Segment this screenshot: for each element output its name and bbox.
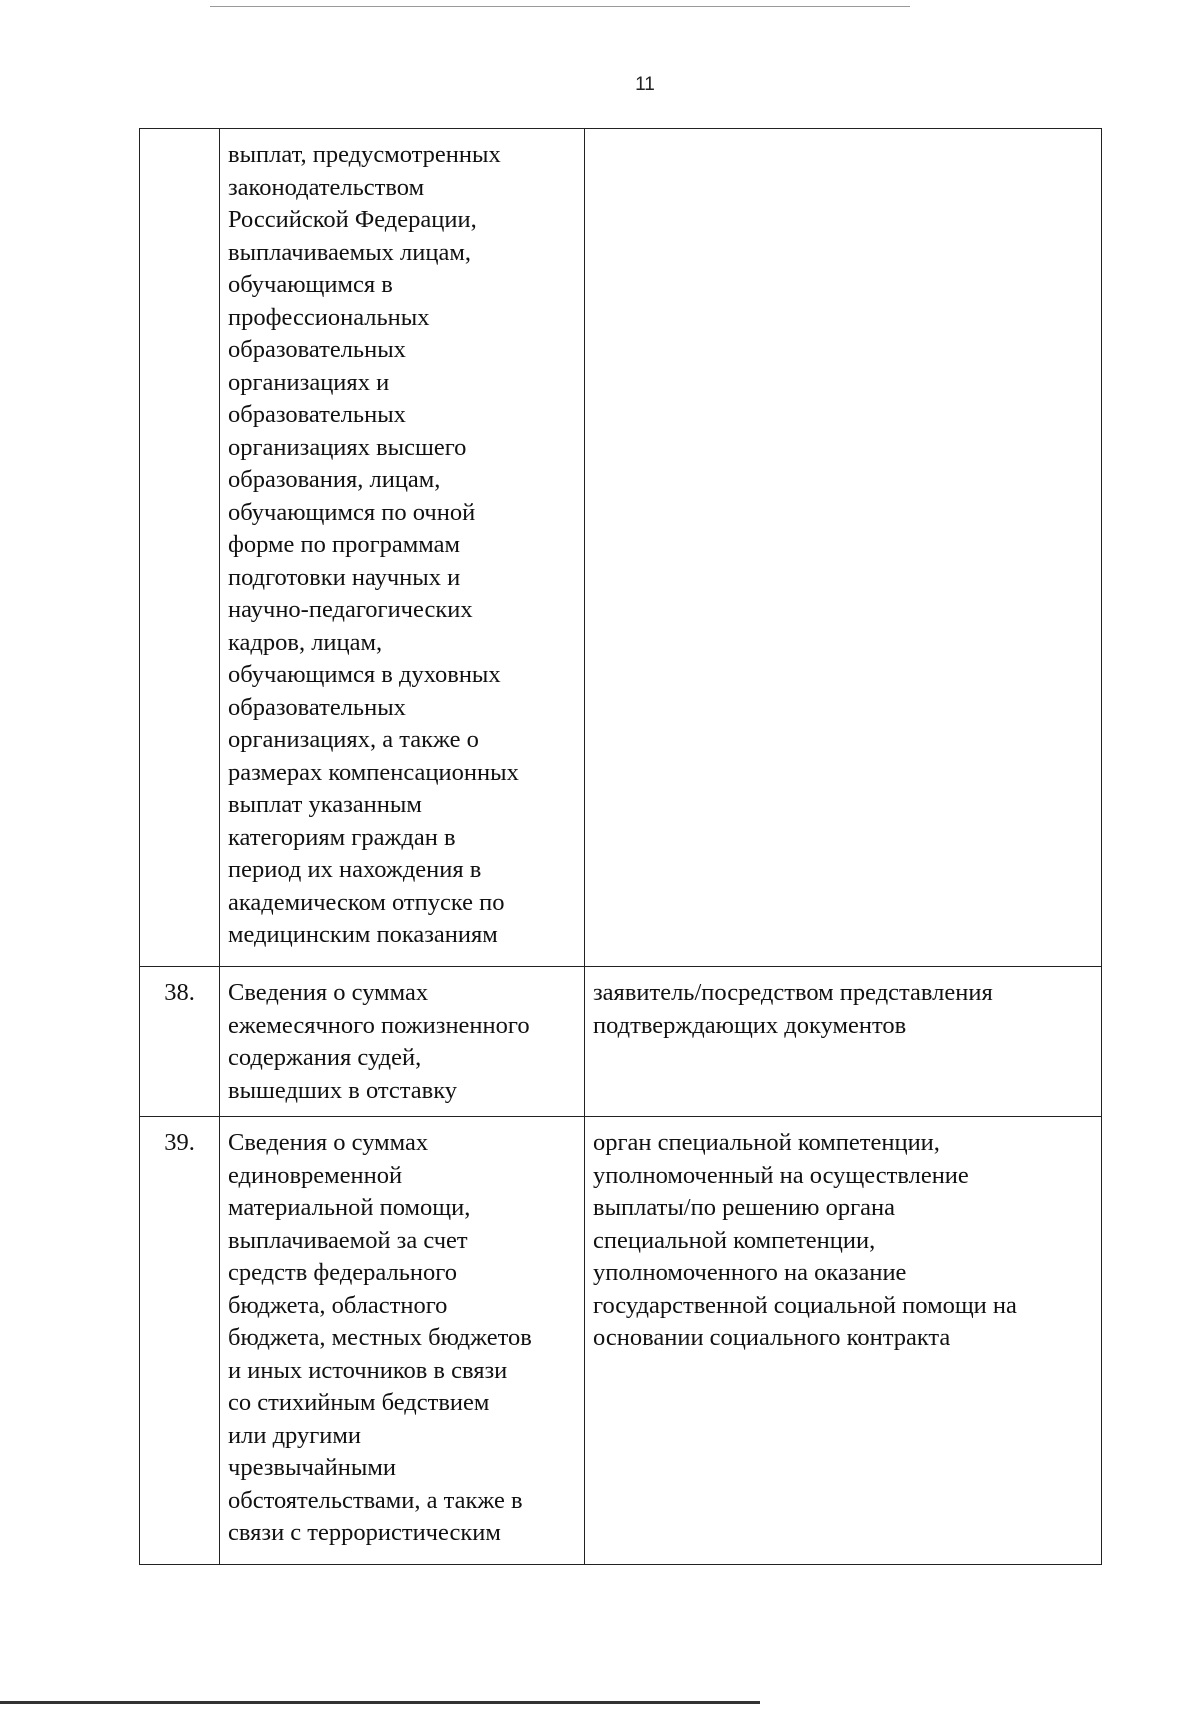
scan-artifact-top-line xyxy=(210,6,910,7)
row-number-cell: 38. xyxy=(140,967,220,1117)
table-row-39 xyxy=(140,1117,1102,1565)
info-cell: Сведения о суммах ежемесячного пожизненного содержания судей, вышедших в отставку xyxy=(220,967,585,1117)
source-cell: заявитель/посредством представления подтверждающих документов xyxy=(585,967,1102,1117)
table-row-38 xyxy=(140,967,1102,1117)
info-cell: выплат, предусмотренных законодательством Российской Федерации, выплачиваемых лицам, обучающимся в профессиональных образовательных организациях и образовательных организациях высшего образования, лицам, обучающимся по очной форме по программам подготовки научных и научно-педагогических кадров, лицам, обучающимся в духовных образовательных организациях, а также о размерах компенсационных выплат указанным категориям граждан в период их нахождения в академическом отпуске по медицинским показаниям xyxy=(220,129,585,967)
scan-artifact-bottom-line xyxy=(0,1701,760,1704)
row-number-cell: 39. xyxy=(140,1117,220,1565)
table-row-continuation xyxy=(140,129,1102,967)
info-cell: Сведения о суммах единовременной материальной помощи, выплачиваемой за счет средств федерального бюджета, областного бюджета, местных бюджетов и иных источников в связи со стихийным бедствием или другими чрезвычайными обстоятельствами, а также в связи с террористическим xyxy=(220,1117,585,1565)
source-cell xyxy=(585,129,1102,967)
row-number-cell xyxy=(140,129,220,967)
document-table xyxy=(139,128,1102,1565)
source-cell: орган специальной компетенции, уполномоченный на осуществление выплаты/по решению органа специальной компетенции, уполномоченного на оказание государственной социальной помощи на основании социального контракта xyxy=(585,1117,1102,1565)
page-number: 11 xyxy=(635,74,655,95)
